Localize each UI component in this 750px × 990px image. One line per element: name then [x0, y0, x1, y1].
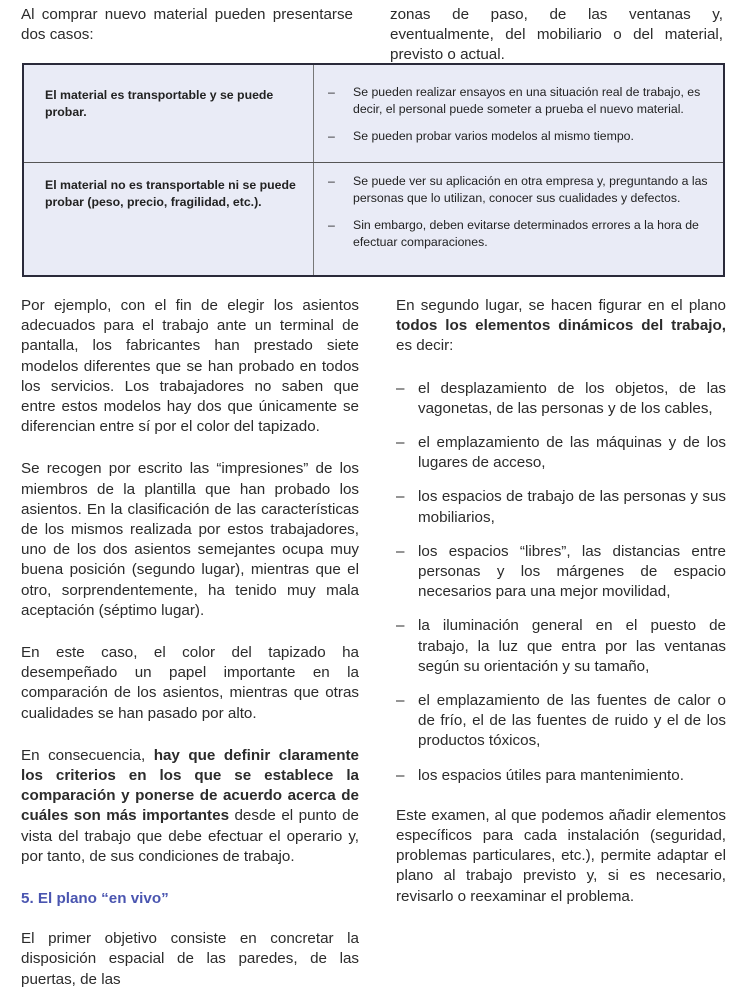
list-item-text: los espacios de trabajo de las personas y sus mobiliarios,: [418, 488, 726, 526]
table-point-text: Sin embargo, deben evitarse determinados errores a la hora de efectuar comparaciones.: [353, 217, 699, 250]
list-item-text: el emplazamiento de las máquinas y de los lugares de acceso,: [418, 434, 726, 472]
list-item-text: los espacios “libres”, las distancias entre personas y los márgenes de espacio necesarios para una mejor movilidad,: [418, 542, 726, 601]
list-item-text: la iluminación general en el puesto de trabajo, la luz que entra por las ventanas según su orientación y su tamaño,: [418, 617, 726, 675]
left-column: [21, 296, 359, 990]
list-item-text: el desplazamiento de los objetos, de las vagonetas, de las personas y de los cables,: [418, 379, 726, 417]
body-paragraph: Se recogen por escrito las “impresiones” de los miembros de la plantilla que han probado los asientos. En la clasificación de las características de los mismos realizada por estos trabajadores, uno de los dos asientos semejantes ocupa muy buena posición (segundo lugar), mientras que el otro, sorprendentemente, ha tenido muy mala aceptación (séptimo lugar).: [21, 460, 359, 619]
table-row-condition: El material no es transportable ni se puede probar (peso, precio, fragilidad, etc.).: [45, 178, 296, 210]
intro-right-text: [390, 5, 723, 66]
list-item-text: los espacios útiles para mantenimiento.: [418, 766, 684, 784]
table-row: [24, 163, 723, 275]
intro-right-paragraph: zonas de paso, de las ventanas y, eventualmente, del mobiliario o del material, previsto o actual.: [390, 6, 723, 64]
dash-bullet: –: [396, 434, 405, 452]
dash-bullet: –: [396, 542, 405, 560]
body-paragraph: El primer objetivo consiste en concretar la disposición espacial de las paredes, de las puertas, de las: [21, 930, 359, 988]
list-item: [396, 433, 726, 473]
table-point: [328, 84, 708, 119]
table-row-points: [328, 84, 708, 145]
list-item: [396, 766, 726, 786]
dash-bullet: –: [328, 85, 335, 99]
table-row: [24, 65, 723, 163]
table-point-text: Se puede ver su aplicación en otra empresa y, preguntando a las personas que lo utilizan, conocer sus cualidades y defectos.: [353, 174, 708, 206]
dash-bullet: –: [396, 692, 405, 710]
table-point-text: Se pueden realizar ensayos en una situación real de trabajo, es decir, el personal puede someter a prueba el nuevo material.: [353, 85, 701, 117]
paragraph-start: En consecuencia,: [21, 746, 154, 764]
dash-bullet: –: [328, 217, 335, 232]
list-item: [396, 487, 726, 527]
body-paragraph: Por ejemplo, con el fin de elegir los asientos adecuados para el trabajo ante un terminal de pantalla, los fabricantes han prestado siete modelos diferentes que se han probado en todos los servicios. Los trabajadores no saben que entre estos modelos hay dos que únicamente se diferencian entre sí por el color del tapizado.: [21, 297, 359, 436]
table-point: [328, 217, 708, 252]
dash-bullet: –: [328, 174, 335, 188]
emphasis-text: hay que definir claramente los criterios en los que se establece la comparación y ponerse de acuerdo acerca de cuáles son más importantes: [21, 746, 359, 825]
dash-bullet: –: [396, 379, 405, 397]
lead-paragraph: [396, 296, 726, 357]
dynamic-elements-list: [396, 379, 726, 786]
lead-end: es decir:: [396, 337, 454, 355]
closing-paragraph: Este examen, al que podemos añadir elementos específicos para cada instalación (seguridad, problemas particulares, etc.), permite adaptar el plano al trabajo previsto y, si es necesario, revisarlo o reexaminar el problema.: [396, 806, 726, 905]
intro-left-paragraph: Al comprar nuevo material pueden presentarse dos casos:: [21, 6, 353, 44]
table-point-text: Se pueden probar varios modelos al mismo tiempo.: [353, 128, 634, 143]
list-item: [396, 691, 726, 752]
emphasis-text: todos los elementos dinámicos del trabajo,: [396, 317, 726, 335]
table-row-condition: El material es transportable y se puede probar.: [45, 88, 274, 120]
list-item: [396, 616, 726, 677]
table-point: [328, 128, 708, 145]
list-item-text: el emplazamiento de las fuentes de calor o de frío, el de las fuentes de ruido y el de los productos tóxicos,: [418, 692, 726, 750]
section-heading: 5. El plano “en vivo”: [21, 890, 169, 908]
paragraph-end: desde el punto de vista del trabajo que debe efectuar el operario y, por tanto, de sus condiciones de trabajo.: [21, 807, 359, 865]
table-row-points: [328, 173, 708, 252]
body-paragraph: [21, 746, 359, 867]
table-point: [328, 173, 708, 208]
dash-bullet: –: [328, 128, 335, 143]
dash-bullet: –: [396, 488, 405, 506]
list-item: [396, 379, 726, 419]
body-paragraph: En este caso, el color del tapizado ha desempeñado un papel importante en la comparación de los asientos, mientras que otras cualidades se han pasado por alto.: [21, 644, 359, 722]
list-item: [396, 542, 726, 603]
dash-bullet: –: [396, 766, 405, 784]
right-column: [396, 296, 726, 907]
intro-left-text: [21, 5, 353, 45]
material-cases-table: [22, 63, 725, 277]
dash-bullet: –: [396, 617, 405, 635]
lead-start: En segundo lugar, se hacen figurar en el plano: [396, 297, 726, 314]
